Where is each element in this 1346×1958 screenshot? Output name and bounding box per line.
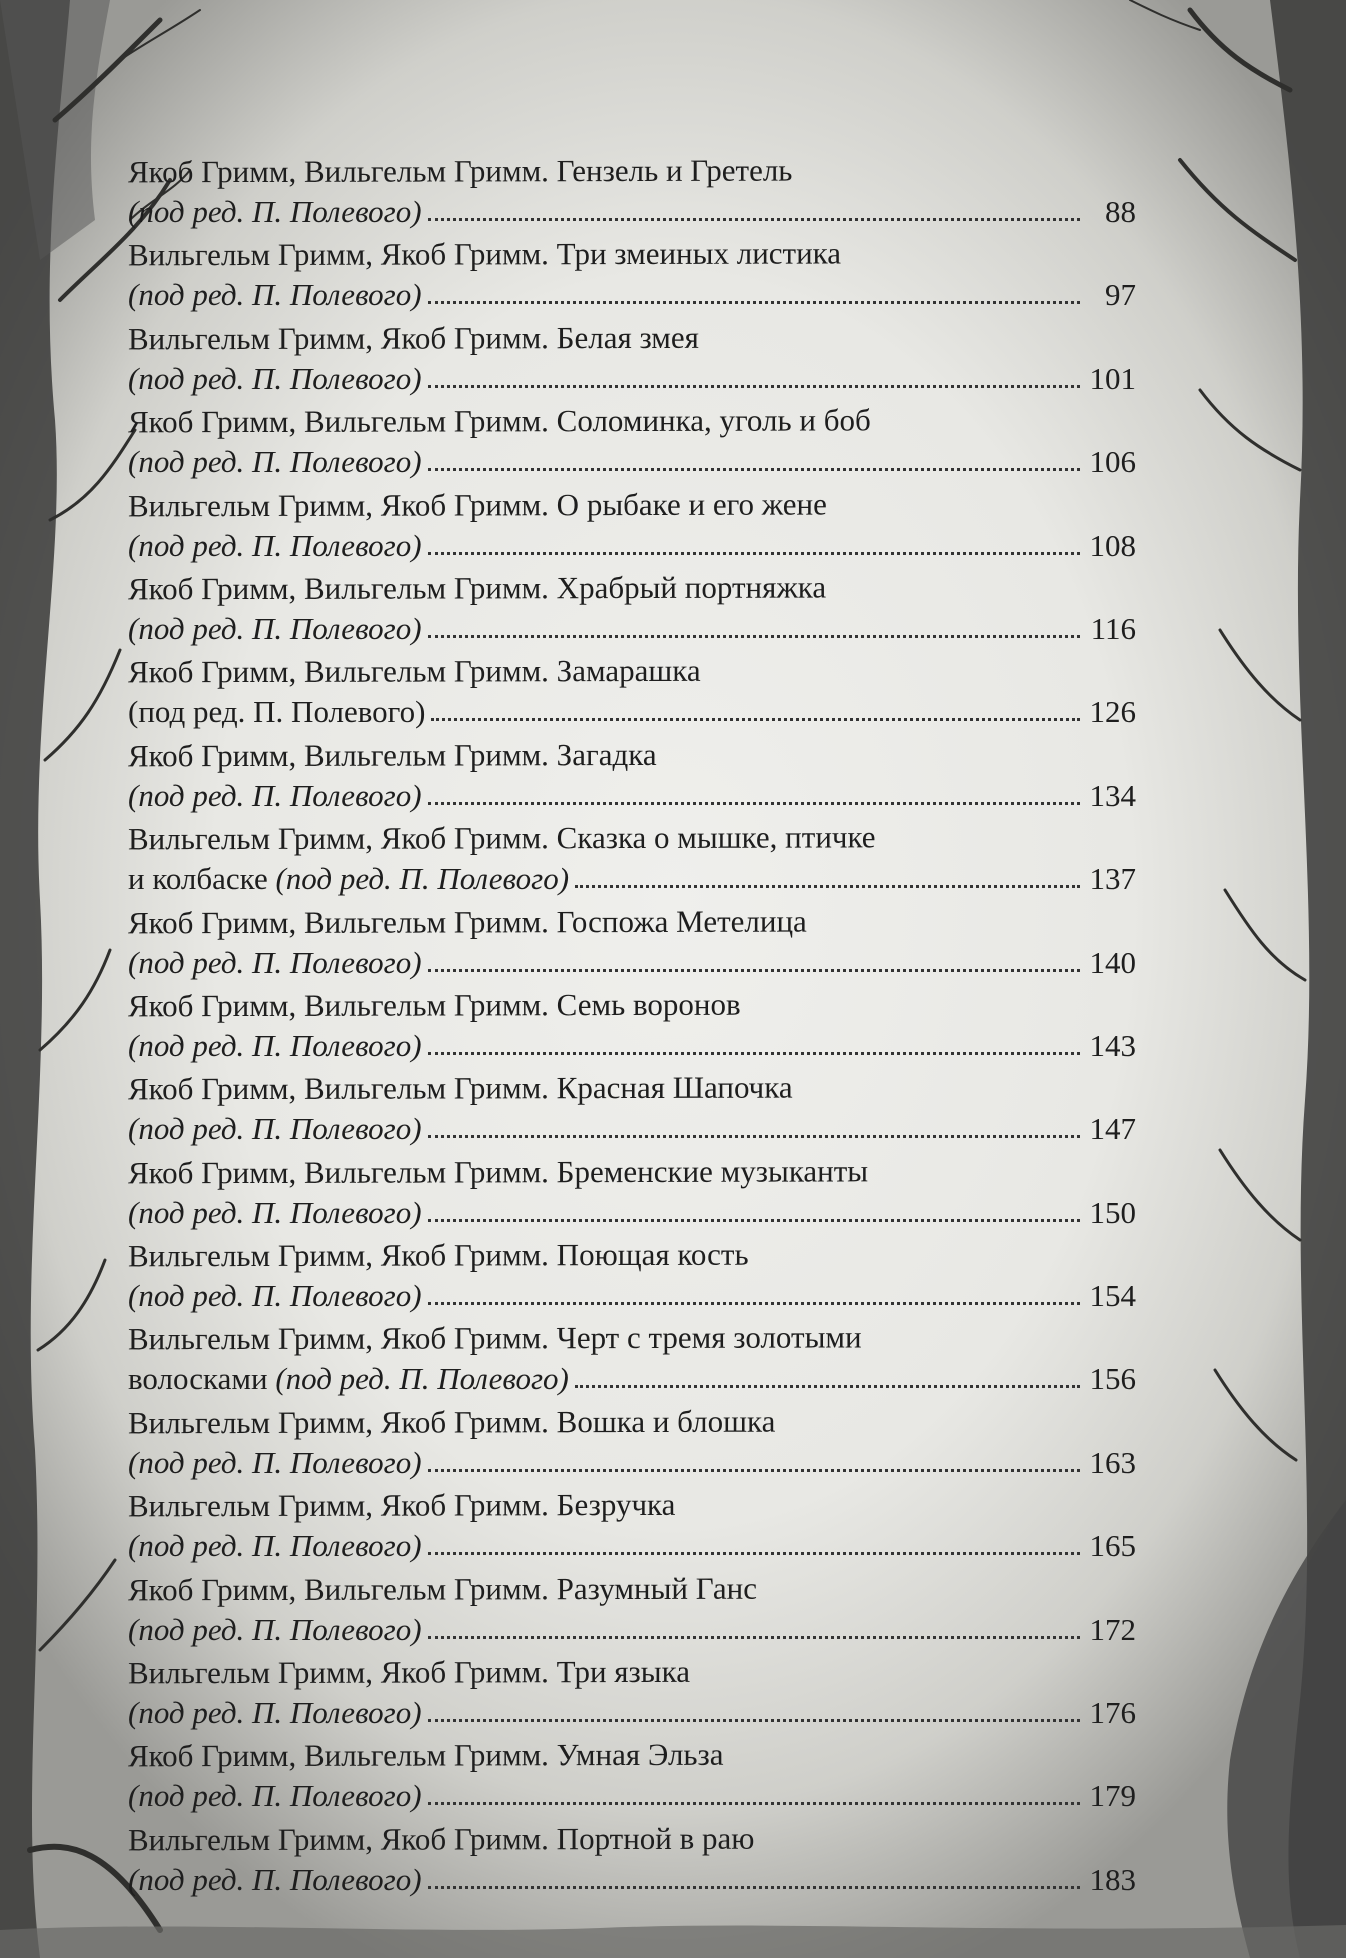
dot-leader [428,218,1080,221]
toc-page-number: 165 [1089,1528,1136,1564]
toc-entry-second-line [128,1358,1136,1399]
toc-entry[interactable] [128,1651,1136,1734]
toc-entry-title-line [128,1650,1136,1694]
toc-page-number: 150 [1089,1194,1136,1230]
dot-leader [428,1719,1080,1722]
dot-leader [575,1385,1080,1388]
toc-entry-editor-note: (под ред. П. Полевого) [128,527,422,563]
toc-entry-editor-note: (под ред. П. Полевого) [128,1528,422,1564]
dot-leader [428,1886,1080,1889]
dot-leader [428,552,1080,555]
toc-entry-title: Якоб Гримм, Вильгельм Гримм. Замарашка [128,653,701,690]
toc-entry[interactable] [128,1067,1136,1150]
dot-leader [428,1302,1080,1305]
toc-entry-second-line [128,775,1136,816]
toc-entry-editor-note: (под ред. П. Полевого) [128,277,422,313]
dot-leader [428,1469,1080,1472]
toc-page-number: 140 [1089,944,1136,980]
toc-entry-title: Якоб Гримм, Вильгельм Гримм. Разумный Ганс [128,1570,758,1607]
toc-entry-title-line [128,649,1136,693]
toc-entry-editor-note: (под ред. П. Полевого) [128,1778,422,1814]
toc-entry-title: Якоб Гримм, Вильгельм Гримм. Загадка [128,736,657,774]
toc-entry-title: Якоб Гримм, Вильгельм Гримм. Гензель и Гретель [128,152,793,190]
toc-entry[interactable] [128,817,1136,900]
toc-entry-second-line [128,358,1136,399]
toc-entry-title-line [128,482,1136,526]
toc-entry-editor-note: (под ред. П. Полевого) [128,360,422,396]
toc-entry-editor-note: (под ред. П. Полевого) [128,944,422,980]
toc-entry-title: Вильгельм Гримм, Якоб Гримм. Поющая кость [128,1236,749,1274]
toc-entry[interactable] [128,984,1136,1067]
dot-leader [428,1219,1080,1222]
toc-entry-title: Вильгельм Гримм, Якоб Гримм. Три языка [128,1653,690,1691]
toc-entry-second-line [128,942,1136,983]
toc-entry-title-line [128,149,1136,193]
toc-entry-second-line [128,1442,1136,1483]
toc-entry-title-line [128,1566,1136,1610]
toc-entry-title: Вильгельм Гримм, Якоб Гримм. Сказка о мышке, птичке [128,819,876,857]
toc-page-number: 179 [1089,1778,1136,1814]
toc-page-number: 143 [1089,1027,1136,1063]
toc-entry[interactable] [128,1234,1136,1317]
toc-page-number: 147 [1089,1111,1136,1147]
toc-entry[interactable] [128,567,1136,650]
toc-entry-title-line [128,732,1136,776]
toc-entry-continuation: (под ред. П. Полевого) [128,694,426,730]
toc-page-number: 88 [1105,194,1136,229]
toc-entry-title-line [128,899,1136,943]
toc-page-number: 137 [1089,861,1136,897]
toc-entry-title-line [128,1816,1136,1860]
toc-page-number: 183 [1089,1861,1136,1897]
toc-entry-second-line [128,1108,1136,1149]
dot-leader [428,969,1080,972]
toc-entry-second-line [128,274,1136,315]
toc-entry-continuation: и колбаске [128,861,276,897]
toc-entry-title: Якоб Гримм, Вильгельм Гримм. Умная Эльза [128,1737,724,1774]
toc-entry-editor-note: (под ред. П. Полевого) [128,1027,422,1063]
toc-entry-title: Вильгельм Гримм, Якоб Гримм. Белая змея [128,319,699,357]
toc-entry-title-line [128,983,1136,1027]
toc-entry-editor-note: (под ред. П. Полевого) [128,444,422,480]
toc-entry-editor-note: (под ред. П. Полевого) [128,1278,422,1314]
toc-entry-second-line [128,1192,1136,1233]
toc-entry-second-line [128,1609,1136,1650]
toc-entry-title: Вильгельм Гримм, Якоб Гримм. Портной в раю [128,1820,755,1858]
toc-entry-title: Якоб Гримм, Вильгельм Гримм. Храбрый портняжка [128,569,827,607]
toc-entry-second-line [128,191,1136,232]
toc-entry[interactable] [128,233,1136,316]
toc-entry[interactable] [128,1484,1136,1567]
toc-page-number: 106 [1089,444,1136,480]
toc-entry-title: Вильгельм Гримм, Якоб Гримм. Черт с тремя золотыми [128,1319,862,1357]
dot-leader [428,1135,1080,1138]
toc-entry-editor-note: (под ред. П. Полевого) [275,861,570,897]
toc-entry[interactable] [128,317,1136,400]
table-of-contents [128,150,1136,1901]
toc-page-number: 116 [1090,610,1136,646]
dot-leader [428,1636,1080,1639]
dot-leader [575,885,1080,888]
toc-entry[interactable] [128,400,1136,483]
toc-entry-title-line [128,1483,1136,1527]
toc-entry-title: Вильгельм Гримм, Якоб Гримм. Три змеиных листика [128,235,842,273]
toc-page-number: 176 [1089,1695,1136,1731]
toc-entry[interactable] [128,734,1136,817]
toc-entry-title-line [128,1733,1136,1777]
toc-page-number: 108 [1089,527,1136,563]
toc-entry-second-line [128,1275,1136,1316]
dot-leader [428,468,1080,471]
toc-entry-second-line [128,1775,1136,1816]
toc-entry-second-line [128,691,1136,732]
toc-entry[interactable] [128,650,1136,733]
toc-entry[interactable] [128,1818,1136,1901]
toc-entry-title-line [128,399,1136,443]
toc-entry-title: Вильгельм Гримм, Якоб Гримм. Безручка [128,1487,676,1524]
dot-leader [428,1802,1080,1805]
toc-entry-editor-note: (под ред. П. Полевого) [128,610,422,646]
toc-page-number: 172 [1089,1611,1136,1647]
toc-entry-title-line [128,1149,1136,1193]
toc-entry[interactable] [128,1568,1136,1651]
toc-page-number: 101 [1089,360,1136,396]
toc-entry[interactable] [128,1734,1136,1817]
toc-entry-second-line [128,1025,1136,1066]
toc-entry-title-line [128,1233,1136,1277]
toc-page-number: 154 [1089,1278,1136,1314]
toc-entry-editor-note: (под ред. П. Полевого) [275,1361,569,1397]
toc-entry-second-line [128,1525,1136,1566]
dot-leader [428,301,1080,304]
toc-entry-continuation: волосками [128,1361,276,1397]
toc-entry[interactable] [128,1151,1136,1234]
toc-entry-editor-note: (под ред. П. Полевого) [128,194,422,229]
dot-leader [428,1552,1080,1555]
dot-leader [431,718,1080,721]
toc-entry[interactable] [128,1401,1136,1484]
dot-leader [428,385,1080,388]
toc-page-number: 134 [1089,777,1136,813]
toc-entry[interactable] [128,484,1136,567]
toc-entry[interactable] [128,150,1136,233]
toc-entry-title: Якоб Гримм, Вильгельм Гримм. Семь воронов [128,986,741,1024]
dot-leader [428,1052,1080,1055]
toc-entry[interactable] [128,901,1136,984]
toc-entry-second-line [128,1692,1136,1733]
toc-page-number: 156 [1089,1361,1136,1397]
toc-entry-title-line [128,816,1136,860]
toc-entry-editor-note: (под ред. П. Полевого) [128,777,422,813]
toc-page-number: 126 [1089,694,1136,730]
toc-entry-second-line [128,608,1136,649]
toc-entry-title-line [128,1066,1136,1110]
toc-page-number: 97 [1105,277,1136,313]
toc-entry-editor-note: (под ред. П. Полевого) [128,1695,422,1731]
toc-entry-title-line [128,1316,1136,1360]
toc-entry-editor-note: (под ред. П. Полевого) [128,1111,422,1147]
toc-entry[interactable] [128,1317,1136,1400]
toc-entry-second-line [128,1859,1136,1900]
toc-entry-second-line [128,525,1136,566]
toc-entry-title-line [128,566,1136,610]
toc-entry-title: Якоб Гримм, Вильгельм Гримм. Красная Шапочка [128,1069,793,1107]
toc-entry-second-line [128,441,1136,482]
toc-entry-title: Вильгельм Гримм, Якоб Гримм. Вошка и блошка [128,1403,776,1441]
dot-leader [428,802,1080,805]
dot-leader [428,635,1080,638]
toc-entry-title: Якоб Гримм, Вильгельм Гримм. Бременские музыканты [128,1153,869,1191]
toc-entry-title: Якоб Гримм, Вильгельм Гримм. Госпожа Метелица [128,903,807,940]
toc-entry-title: Якоб Гримм, Вильгельм Гримм. Соломинка, уголь и боб [128,402,871,440]
toc-entry-title-line [128,232,1136,276]
toc-entry-second-line [128,858,1136,899]
toc-entry-editor-note: (под ред. П. Полевого) [128,1444,422,1480]
toc-page-number: 163 [1089,1444,1136,1480]
toc-entry-title: Вильгельм Гримм, Якоб Гримм. О рыбаке и его жене [128,486,827,523]
toc-entry-title-line [128,315,1136,359]
toc-entry-editor-note: (под ред. П. Полевого) [128,1194,422,1230]
toc-entry-title-line [128,1400,1136,1444]
toc-entry-editor-note: (под ред. П. Полевого) [128,1611,422,1647]
toc-entry-editor-note: (под ред. П. Полевого) [128,1861,422,1897]
